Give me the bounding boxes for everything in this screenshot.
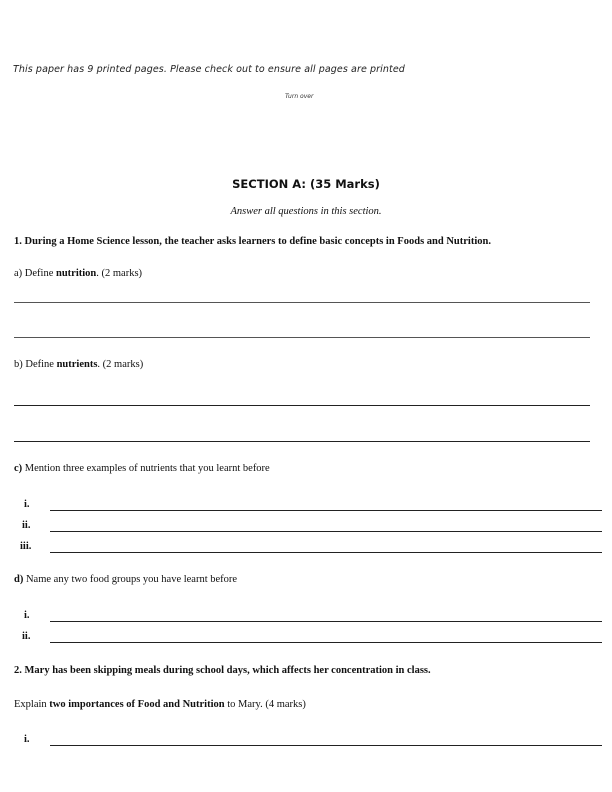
question-1b xyxy=(14,359,143,370)
turn-over-note: Turn over xyxy=(285,93,314,100)
q1a-suffix: . (2 marks) xyxy=(96,268,143,279)
q1c-item-iii-label: iii. xyxy=(20,541,32,552)
answer-line-1d-ii[interactable] xyxy=(50,642,602,643)
q1c-item-ii-label: ii. xyxy=(22,520,31,531)
q1d-item-ii-label: ii. xyxy=(22,631,31,642)
q1b-term: nutrients xyxy=(56,359,98,370)
question-2-stem: 2. Mary has been skipping meals during school days, which affects her concentration in class. xyxy=(14,665,431,676)
section-title: SECTION A: (35 Marks) xyxy=(232,177,380,191)
answer-line-2-i[interactable] xyxy=(50,745,602,746)
question-1d xyxy=(14,574,237,585)
q1b-suffix: . (2 marks) xyxy=(97,359,144,370)
answer-line-1c-ii[interactable] xyxy=(50,531,602,532)
answer-line-1b-1[interactable] xyxy=(14,405,590,406)
answer-line-1d-i[interactable] xyxy=(50,621,602,622)
section-instructions: Answer all questions in this section. xyxy=(230,206,382,217)
printed-pages-note: This paper has 9 printed pages. Please check out to ensure all pages are printed xyxy=(13,64,405,75)
q1c-item-i-label: i. xyxy=(24,499,30,510)
q2-item-i-label: i. xyxy=(24,734,30,745)
q2-prompt-prefix: Explain xyxy=(14,699,50,710)
q1a-prefix: a) Define xyxy=(14,268,56,279)
question-1c xyxy=(14,463,270,474)
q1d-label: d) xyxy=(14,574,24,585)
question-2-prompt xyxy=(14,699,306,710)
q2-prompt-suffix: to Mary. (4 marks) xyxy=(224,699,306,710)
q1c-label: c) xyxy=(14,463,23,474)
answer-line-1c-iii[interactable] xyxy=(50,552,602,553)
answer-line-1a-2[interactable] xyxy=(14,337,590,338)
question-1a xyxy=(14,268,142,279)
answer-line-1a-1[interactable] xyxy=(14,302,590,303)
q1d-text: Name any two food groups you have learnt before xyxy=(23,574,238,585)
q1a-term: nutrition xyxy=(55,268,97,279)
question-1-stem: 1. During a Home Science lesson, the teacher asks learners to define basic concepts in Foods and Nutrition. xyxy=(14,236,491,247)
q1c-text: Mention three examples of nutrients that you learnt before xyxy=(22,463,270,474)
q1d-item-i-label: i. xyxy=(24,610,30,621)
q2-prompt-bold: two importances of Food and Nutrition xyxy=(49,699,225,710)
answer-line-1c-i[interactable] xyxy=(50,510,602,511)
q1b-prefix: b) Define xyxy=(14,359,57,370)
answer-line-1b-2[interactable] xyxy=(14,441,590,442)
